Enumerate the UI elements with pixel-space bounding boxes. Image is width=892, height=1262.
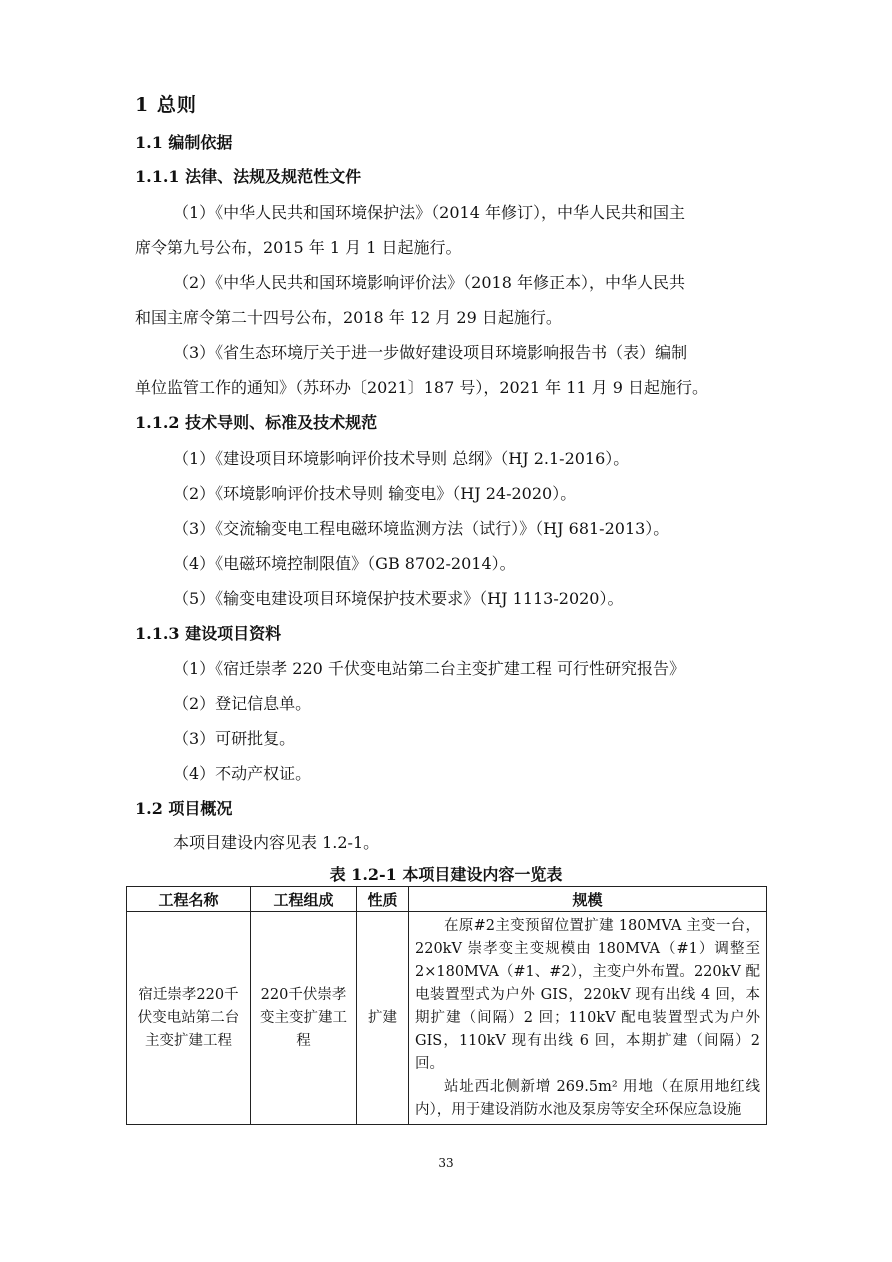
scale-paragraph-2: 站址西北侧新增 269.5m² 用地（在原用地红线内），用于建设消防水池及泵房等安全环保应急设施 [415, 1079, 760, 1118]
table-caption: 表 1.2-1 本项目建设内容一览表 [329, 865, 563, 884]
standard-line-2: （2）《环境影响评价技术导则 输变电》（HJ 24-2020）。 [173, 484, 577, 503]
law-line-2b: 和国主席令第二十四号公布，2018 年 12 月 29 日起施行。 [135, 308, 562, 327]
cell-composition: 220千伏崇孝变主变扩建工程 [251, 912, 357, 1125]
header-scale: 规模 [409, 887, 767, 912]
cell-nature: 扩建 [357, 912, 409, 1125]
law-line-1b: 席令第九号公布，2015 年 1 月 1 日起施行。 [135, 238, 462, 257]
material-line-4: （4）不动产权证。 [173, 764, 312, 783]
header-nature: 性质 [357, 887, 409, 912]
material-line-2: （2）登记信息单。 [173, 694, 312, 713]
standard-line-1: （1）《建设项目环境影响评价技术导则 总纲》（HJ 2.1-2016）。 [173, 449, 630, 468]
standard-line-3: （3）《交流输变电工程电磁环境监测方法（试行）》（HJ 681-2013）。 [173, 519, 670, 538]
cell-scale [409, 912, 767, 1125]
material-line-3: （3）可研批复。 [173, 729, 296, 748]
standard-line-4: （4）《电磁环境控制限值》（GB 8702-2014）。 [173, 554, 516, 573]
heading-general-principles: 1 总则 [135, 94, 197, 116]
law-line-1a: （1）《中华人民共和国环境保护法》（2014 年修订），中华人民共和国主 [173, 203, 685, 222]
law-line-3a: （3）《省生态环境厅关于进一步做好建设项目环境影响报告书（表）编制 [173, 343, 688, 362]
overview-intro: 本项目建设内容见表 1.2-1。 [173, 833, 380, 852]
table-row [127, 912, 767, 1125]
material-line-1: （1）《宿迁崇孝 220 千伏变电站第二台主变扩建工程 可行性研究报告》 [173, 659, 685, 678]
header-project-name: 工程名称 [127, 887, 251, 912]
law-line-3b: 单位监管工作的通知》（苏环办〔2021〕187 号），2021 年 11 月 9 日起施行。 [135, 378, 709, 397]
scale-paragraph-1: 在原#2主变预留位置扩建 180MVA 主变一台，220kV 崇孝变主变规模由 180MVA（#1）调整至 2×180MVA（#1、#2），主变户外布置。220kV 配电装置型式为户外 GIS，220kV 现有出线 4 回，本期扩建（间隔）2 回；110kV 配电装置型式为户外 GIS，110kV 现有出线 6 回，本期扩建（间隔）2 回。 [415, 918, 760, 1072]
header-composition: 工程组成 [251, 887, 357, 912]
heading-project-materials: 1.1.3 建设项目资料 [135, 624, 282, 643]
project-content-table [126, 886, 767, 1125]
table-header-row [127, 887, 767, 912]
page-number: 33 [438, 1156, 454, 1170]
law-line-2a: （2）《中华人民共和国环境影响评价法》（2018 年修正本），中华人民共 [173, 273, 685, 292]
heading-project-overview: 1.2 项目概况 [135, 799, 233, 818]
heading-technical-guidelines: 1.1.2 技术导则、标准及技术规范 [135, 413, 378, 432]
heading-laws-regulations: 1.1.1 法律、法规及规范性文件 [135, 167, 362, 186]
cell-project-name: 宿迁崇孝220千伏变电站第二台主变扩建工程 [127, 912, 251, 1125]
standard-line-5: （5）《输变电建设项目环境保护技术要求》（HJ 1113-2020）。 [173, 589, 624, 608]
heading-compilation-basis: 1.1 编制依据 [135, 133, 233, 152]
